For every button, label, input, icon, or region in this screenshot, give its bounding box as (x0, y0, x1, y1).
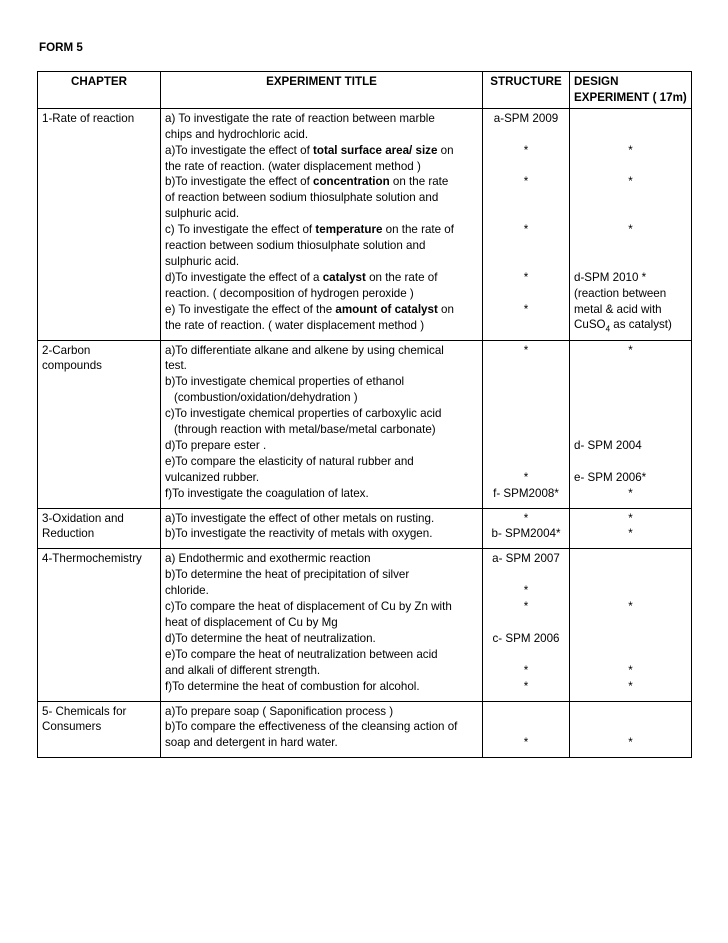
design-line (574, 583, 687, 599)
chapter-line: Consumers (42, 720, 102, 734)
design-cell (570, 108, 692, 340)
table-row (38, 508, 692, 549)
experiment-title-line: c)To investigate chemical properties of carboxylic acid (165, 407, 442, 421)
experiment-title-line: b)To investigate chemical properties of ethanol (165, 375, 405, 389)
design-line (574, 374, 687, 390)
experiment-title-line: the rate of reaction. (water displacement method ) (165, 159, 421, 173)
structure-line (487, 374, 565, 390)
structure-line (487, 406, 565, 422)
chapter-cell (38, 508, 161, 549)
structure-line (487, 704, 565, 720)
structure-cell (483, 108, 570, 340)
experiment-title-line: heat of displacement of Cu by Mg (165, 616, 338, 629)
structure-line: * (523, 679, 529, 693)
design-line (574, 422, 687, 438)
structure-line (487, 390, 565, 406)
experiment-title-line: b)To determine the heat of precipitation of silver (165, 568, 410, 582)
experiment-title-line: sulphuric acid. (165, 254, 240, 268)
design-line: * (628, 143, 633, 157)
experiment-title-line: (combustion/oxidation/dehydration ) (174, 391, 358, 405)
design-line (574, 390, 687, 406)
structure-line (487, 567, 565, 583)
structure-line (487, 190, 565, 206)
chapter-line: 3-Oxidation and (42, 511, 124, 525)
structure-line: * (523, 470, 529, 484)
chapter-line: 1-Rate of reaction (42, 111, 135, 125)
experiment-title-line: reaction. ( decomposition of hydrogen peroxide ) (165, 286, 414, 300)
structure-line (487, 422, 565, 438)
experiment-title-line: and alkali of different strength. (165, 663, 321, 677)
structure-line (487, 159, 565, 175)
header-design-line-1: DESIGN (574, 75, 619, 88)
design-line: * (628, 511, 633, 525)
design-line (574, 111, 687, 127)
design-line: d- SPM 2004 (574, 438, 642, 452)
experiment-title-line: b)To investigate the effect of concentration on the rate (165, 175, 449, 189)
experiment-title-cell (161, 701, 483, 758)
design-line (574, 159, 687, 175)
design-line: * (628, 527, 633, 541)
experiment-title-line: reaction between sodium thiosulphate solution and (165, 239, 426, 253)
structure-line: * (523, 600, 529, 614)
design-line (574, 127, 687, 143)
header-structure: STRUCTURE (483, 72, 570, 109)
table-row (38, 549, 692, 701)
structure-line: * (523, 270, 529, 284)
experiment-title-line: of reaction between sodium thiosulphate solution and (165, 191, 439, 205)
structure-line: * (523, 343, 529, 357)
experiment-title-line: b)To investigate the reactivity of metals with oxygen. (165, 527, 433, 541)
experiment-title-line: e) To investigate the effect of the amount of catalyst on (165, 302, 454, 316)
structure-line: * (523, 175, 529, 189)
design-line: * (628, 486, 633, 500)
design-line (574, 358, 687, 374)
design-line: * (628, 175, 633, 189)
experiment-title-line: c) To investigate the effect of temperature on the rate of (165, 223, 454, 237)
experiment-title-line: a)To investigate the effect of total surface area/ size on (165, 143, 454, 157)
structure-line: * (523, 302, 529, 316)
chapter-cell (38, 108, 161, 340)
experiment-title-cell (161, 508, 483, 549)
structure-line: a- SPM 2007 (492, 552, 560, 566)
design-line (574, 206, 687, 222)
structure-line (487, 454, 565, 470)
structure-line: b- SPM2004* (491, 527, 561, 541)
design-line (574, 551, 687, 567)
structure-line: f- SPM2008* (493, 486, 559, 500)
design-line (574, 454, 687, 470)
structure-line (487, 238, 565, 254)
design-line (574, 647, 687, 663)
header-experiment-title: EXPERIMENT TITLE (161, 72, 483, 109)
experiment-title-cell (161, 108, 483, 340)
structure-line: * (523, 663, 529, 677)
design-line: * (628, 663, 633, 677)
experiment-title-cell (161, 549, 483, 701)
experiment-title-line: chips and hydrochloric acid. (165, 127, 309, 141)
table-row (38, 108, 692, 340)
structure-cell (483, 508, 570, 549)
experiment-title-line: f)To investigate the coagulation of latex. (165, 486, 369, 500)
structure-cell (483, 701, 570, 758)
design-line: metal & acid with (574, 302, 662, 316)
structure-line (487, 317, 565, 333)
structure-cell (483, 549, 570, 701)
design-line: * (628, 600, 633, 614)
design-line (574, 631, 687, 647)
experiment-title-line: b)To compare the effectiveness of the cleansing action of (165, 720, 458, 734)
design-line (574, 406, 687, 422)
design-line (574, 719, 687, 735)
design-line (574, 190, 687, 206)
structure-line: * (523, 223, 529, 237)
design-line: * (628, 736, 633, 750)
chapter-line: 4-Thermochemistry (42, 552, 142, 566)
structure-cell (483, 340, 570, 508)
experiment-title-line: a) Endothermic and exothermic reaction (165, 552, 371, 566)
experiment-title-line: e)To compare the heat of neutralization between acid (165, 647, 438, 661)
chapter-cell (38, 701, 161, 758)
structure-line (487, 615, 565, 631)
chapter-cell (38, 340, 161, 508)
experiment-title-line: test. (165, 359, 187, 373)
experiment-table (37, 71, 692, 758)
chapter-line: compounds (42, 359, 102, 373)
chapter-line: 5- Chemicals for (42, 704, 127, 718)
experiment-title-line: a) To investigate the rate of reaction between marble (165, 111, 435, 125)
design-line: CuSO$_4$ as catalyst) (574, 318, 672, 334)
structure-line (487, 647, 565, 663)
experiment-title-line: a)To prepare soap ( Saponification process ) (165, 704, 394, 718)
design-cell (570, 549, 692, 701)
page-title: FORM 5 (39, 41, 83, 54)
structure-line: c- SPM 2006 (492, 631, 560, 645)
experiment-title-line: d)To investigate the effect of a catalyst on the rate of (165, 270, 438, 284)
table-row (38, 701, 692, 758)
structure-line: * (523, 736, 529, 750)
table-header-row (38, 72, 692, 109)
experiment-title-line: (through reaction with metal/base/metal carbonate) (174, 423, 436, 437)
design-line: d-SPM 2010 * (574, 270, 647, 284)
design-line: * (628, 343, 633, 357)
structure-line (487, 286, 565, 302)
design-line (574, 254, 687, 270)
structure-line (487, 438, 565, 454)
chapter-line: 2-Carbon (42, 343, 91, 357)
design-line: * (628, 223, 633, 237)
structure-line (487, 254, 565, 270)
experiment-title-line: c)To compare the heat of displacement of Cu by Zn with (165, 600, 452, 614)
structure-line (487, 358, 565, 374)
experiment-title-line: soap and detergent in hard water. (165, 736, 338, 750)
experiment-title-line: a)To differentiate alkane and alkene by using chemical (165, 343, 444, 357)
design-cell (570, 701, 692, 758)
structure-line (487, 206, 565, 222)
design-line (574, 567, 687, 583)
design-line: (reaction between (574, 286, 667, 300)
experiment-title-line: chloride. (165, 584, 209, 598)
experiment-title-line: d)To determine the heat of neutralization. (165, 631, 376, 645)
experiment-title-line: d)To prepare ester . (165, 438, 267, 452)
design-line (574, 615, 687, 631)
chapter-line: Reduction (42, 527, 95, 541)
table-row (38, 340, 692, 508)
experiment-title-line: f)To determine the heat of combustion for alcohol. (165, 679, 420, 693)
structure-line (487, 127, 565, 143)
experiment-title-line: a)To investigate the effect of other metals on rusting. (165, 511, 435, 525)
experiment-title-line: sulphuric acid. (165, 207, 240, 221)
structure-line: a-SPM 2009 (493, 111, 559, 125)
design-line: * (628, 679, 633, 693)
design-cell (570, 508, 692, 549)
structure-line (487, 719, 565, 735)
design-line (574, 704, 687, 720)
structure-line: * (523, 143, 529, 157)
header-design-experiment (570, 72, 692, 109)
design-line: e- SPM 2006* (574, 470, 647, 484)
design-line (574, 238, 687, 254)
experiment-title-cell (161, 340, 483, 508)
structure-line: * (523, 511, 529, 525)
experiment-title-line: vulcanized rubber. (165, 470, 260, 484)
experiment-title-line: e)To compare the elasticity of natural rubber and (165, 454, 414, 468)
design-cell (570, 340, 692, 508)
chapter-cell (38, 549, 161, 701)
table-body (38, 108, 692, 757)
header-design-line-2: EXPERIMENT ( 17m) (574, 90, 687, 104)
experiment-title-line: the rate of reaction. ( water displacement method ) (165, 318, 425, 332)
header-chapter: CHAPTER (38, 72, 161, 109)
structure-line: * (523, 584, 529, 598)
